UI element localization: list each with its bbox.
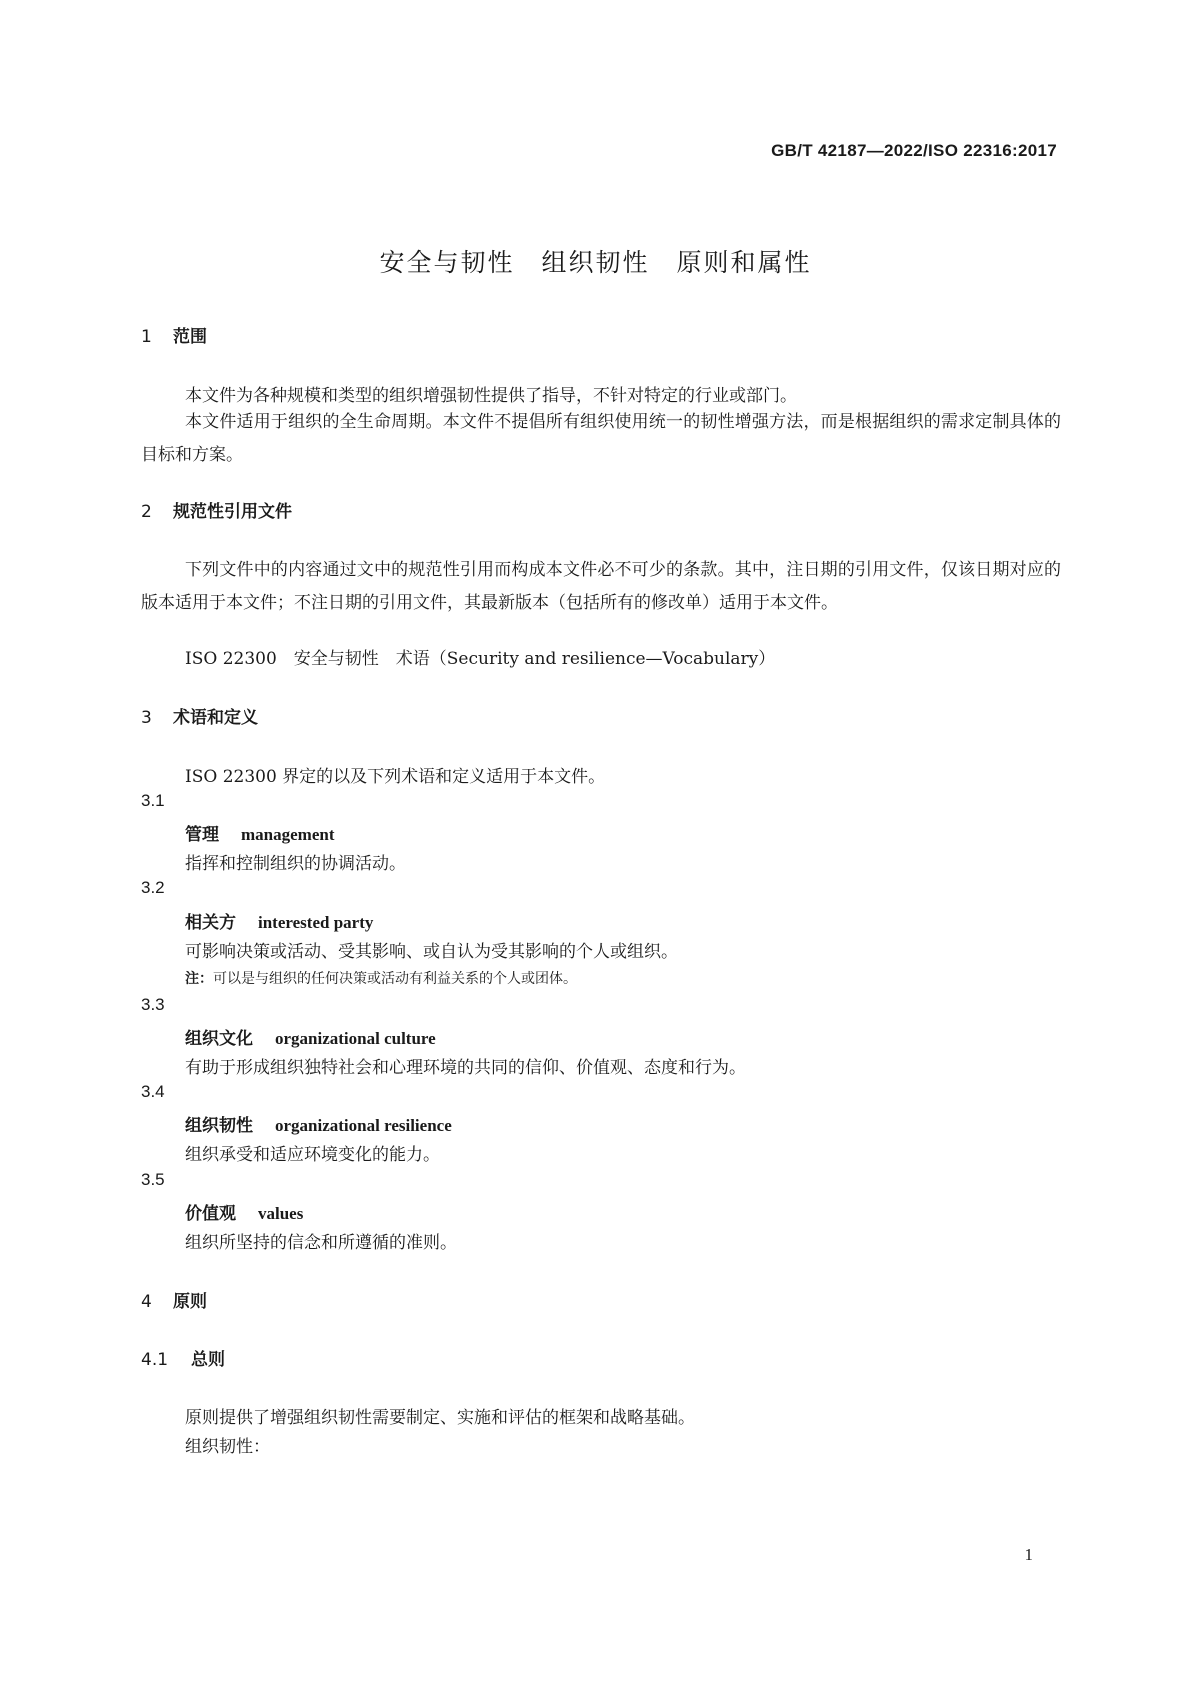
term-name-en: management [241, 825, 335, 844]
document-title: 安全与韧性 组织韧性 原则和属性 [379, 248, 812, 277]
term-name-zh: 价值观 [185, 1204, 236, 1224]
note-label: 注： [185, 971, 213, 987]
subsection-title: 总则 [191, 1350, 225, 1370]
section-number: 2 [141, 502, 152, 522]
term-name-zh: 组织韧性 [185, 1116, 253, 1136]
term-name-zh: 相关方 [185, 913, 236, 933]
term-name [185, 1111, 452, 1136]
section-title: 术语和定义 [173, 708, 258, 728]
term-number: 3.4 [141, 1082, 165, 1101]
term-definition: 可影响决策或活动、受其影响、或自认为受其影响的个人或组织。 [185, 942, 678, 962]
general-lead-in: 组织韧性： [185, 1437, 270, 1457]
scope-paragraph-2: 本文件适用于组织的全生命周期。本文件不提倡所有组织使用统一的韧性增强方法，而是根据组织的需求定制具体的目标和方案。 [141, 412, 1061, 465]
term-definition: 指挥和控制组织的协调活动。 [185, 854, 406, 874]
term-name [185, 1199, 303, 1224]
subsection-heading-general [141, 1345, 225, 1370]
section-heading-scope [141, 322, 207, 347]
reference-iso-22300: ISO 22300 安全与韧性 术语（Security and resilience—Vocabulary） [185, 649, 776, 669]
normative-references-paragraph: 下列文件中的内容通过文中的规范性引用而构成本文件必不可少的条款。其中，注日期的引用文件，仅该日期对应的版本适用于本文件；不注日期的引用文件，其最新版本（包括所有的修改单）适用于本文件。 [141, 560, 1061, 613]
term-name-en: organizational resilience [275, 1116, 452, 1135]
subsection-number: 4.1 [141, 1350, 169, 1370]
term-name-en: values [258, 1204, 304, 1223]
term-note [185, 968, 577, 988]
term-name-zh: 管理 [185, 825, 219, 845]
page-number: 1 [1024, 1545, 1033, 1564]
section-title: 范围 [173, 327, 207, 347]
term-number: 3.3 [141, 995, 165, 1014]
term-number: 3.1 [141, 791, 165, 810]
term-name [185, 908, 373, 933]
term-number: 3.5 [141, 1170, 165, 1189]
section-heading-terms-definitions [141, 703, 258, 728]
section-heading-normative-references [141, 497, 292, 522]
section-number: 1 [141, 327, 152, 347]
section-heading-principles [141, 1287, 207, 1312]
note-text: 可以是与组织的任何决策或活动有利益关系的个人或团体。 [213, 971, 577, 987]
term-definition: 组织承受和适应环境变化的能力。 [185, 1145, 440, 1165]
standard-code: GB/T 42187—2022/ISO 22316:2017 [771, 141, 1057, 160]
term-definition: 组织所坚持的信念和所遵循的准则。 [185, 1233, 457, 1253]
term-name-en: interested party [258, 913, 374, 932]
term-name-zh: 组织文化 [185, 1029, 253, 1049]
section-number: 3 [141, 708, 152, 728]
general-paragraph: 原则提供了增强组织韧性需要制定、实施和评估的框架和战略基础。 [185, 1408, 695, 1428]
section-title: 规范性引用文件 [173, 502, 292, 522]
term-number: 3.2 [141, 878, 165, 897]
term-definition: 有助于形成组织独特社会和心理环境的共同的信仰、价值观、态度和行为。 [185, 1058, 746, 1078]
scope-paragraph-1: 本文件为各种规模和类型的组织增强韧性提供了指导，不针对特定的行业或部门。 [185, 386, 797, 406]
section-title: 原则 [173, 1292, 207, 1312]
term-name [185, 1024, 436, 1049]
section-number: 4 [141, 1292, 152, 1312]
term-name [185, 820, 334, 845]
terms-intro: ISO 22300 界定的以及下列术语和定义适用于本文件。 [185, 767, 606, 787]
term-name-en: organizational culture [275, 1029, 436, 1048]
